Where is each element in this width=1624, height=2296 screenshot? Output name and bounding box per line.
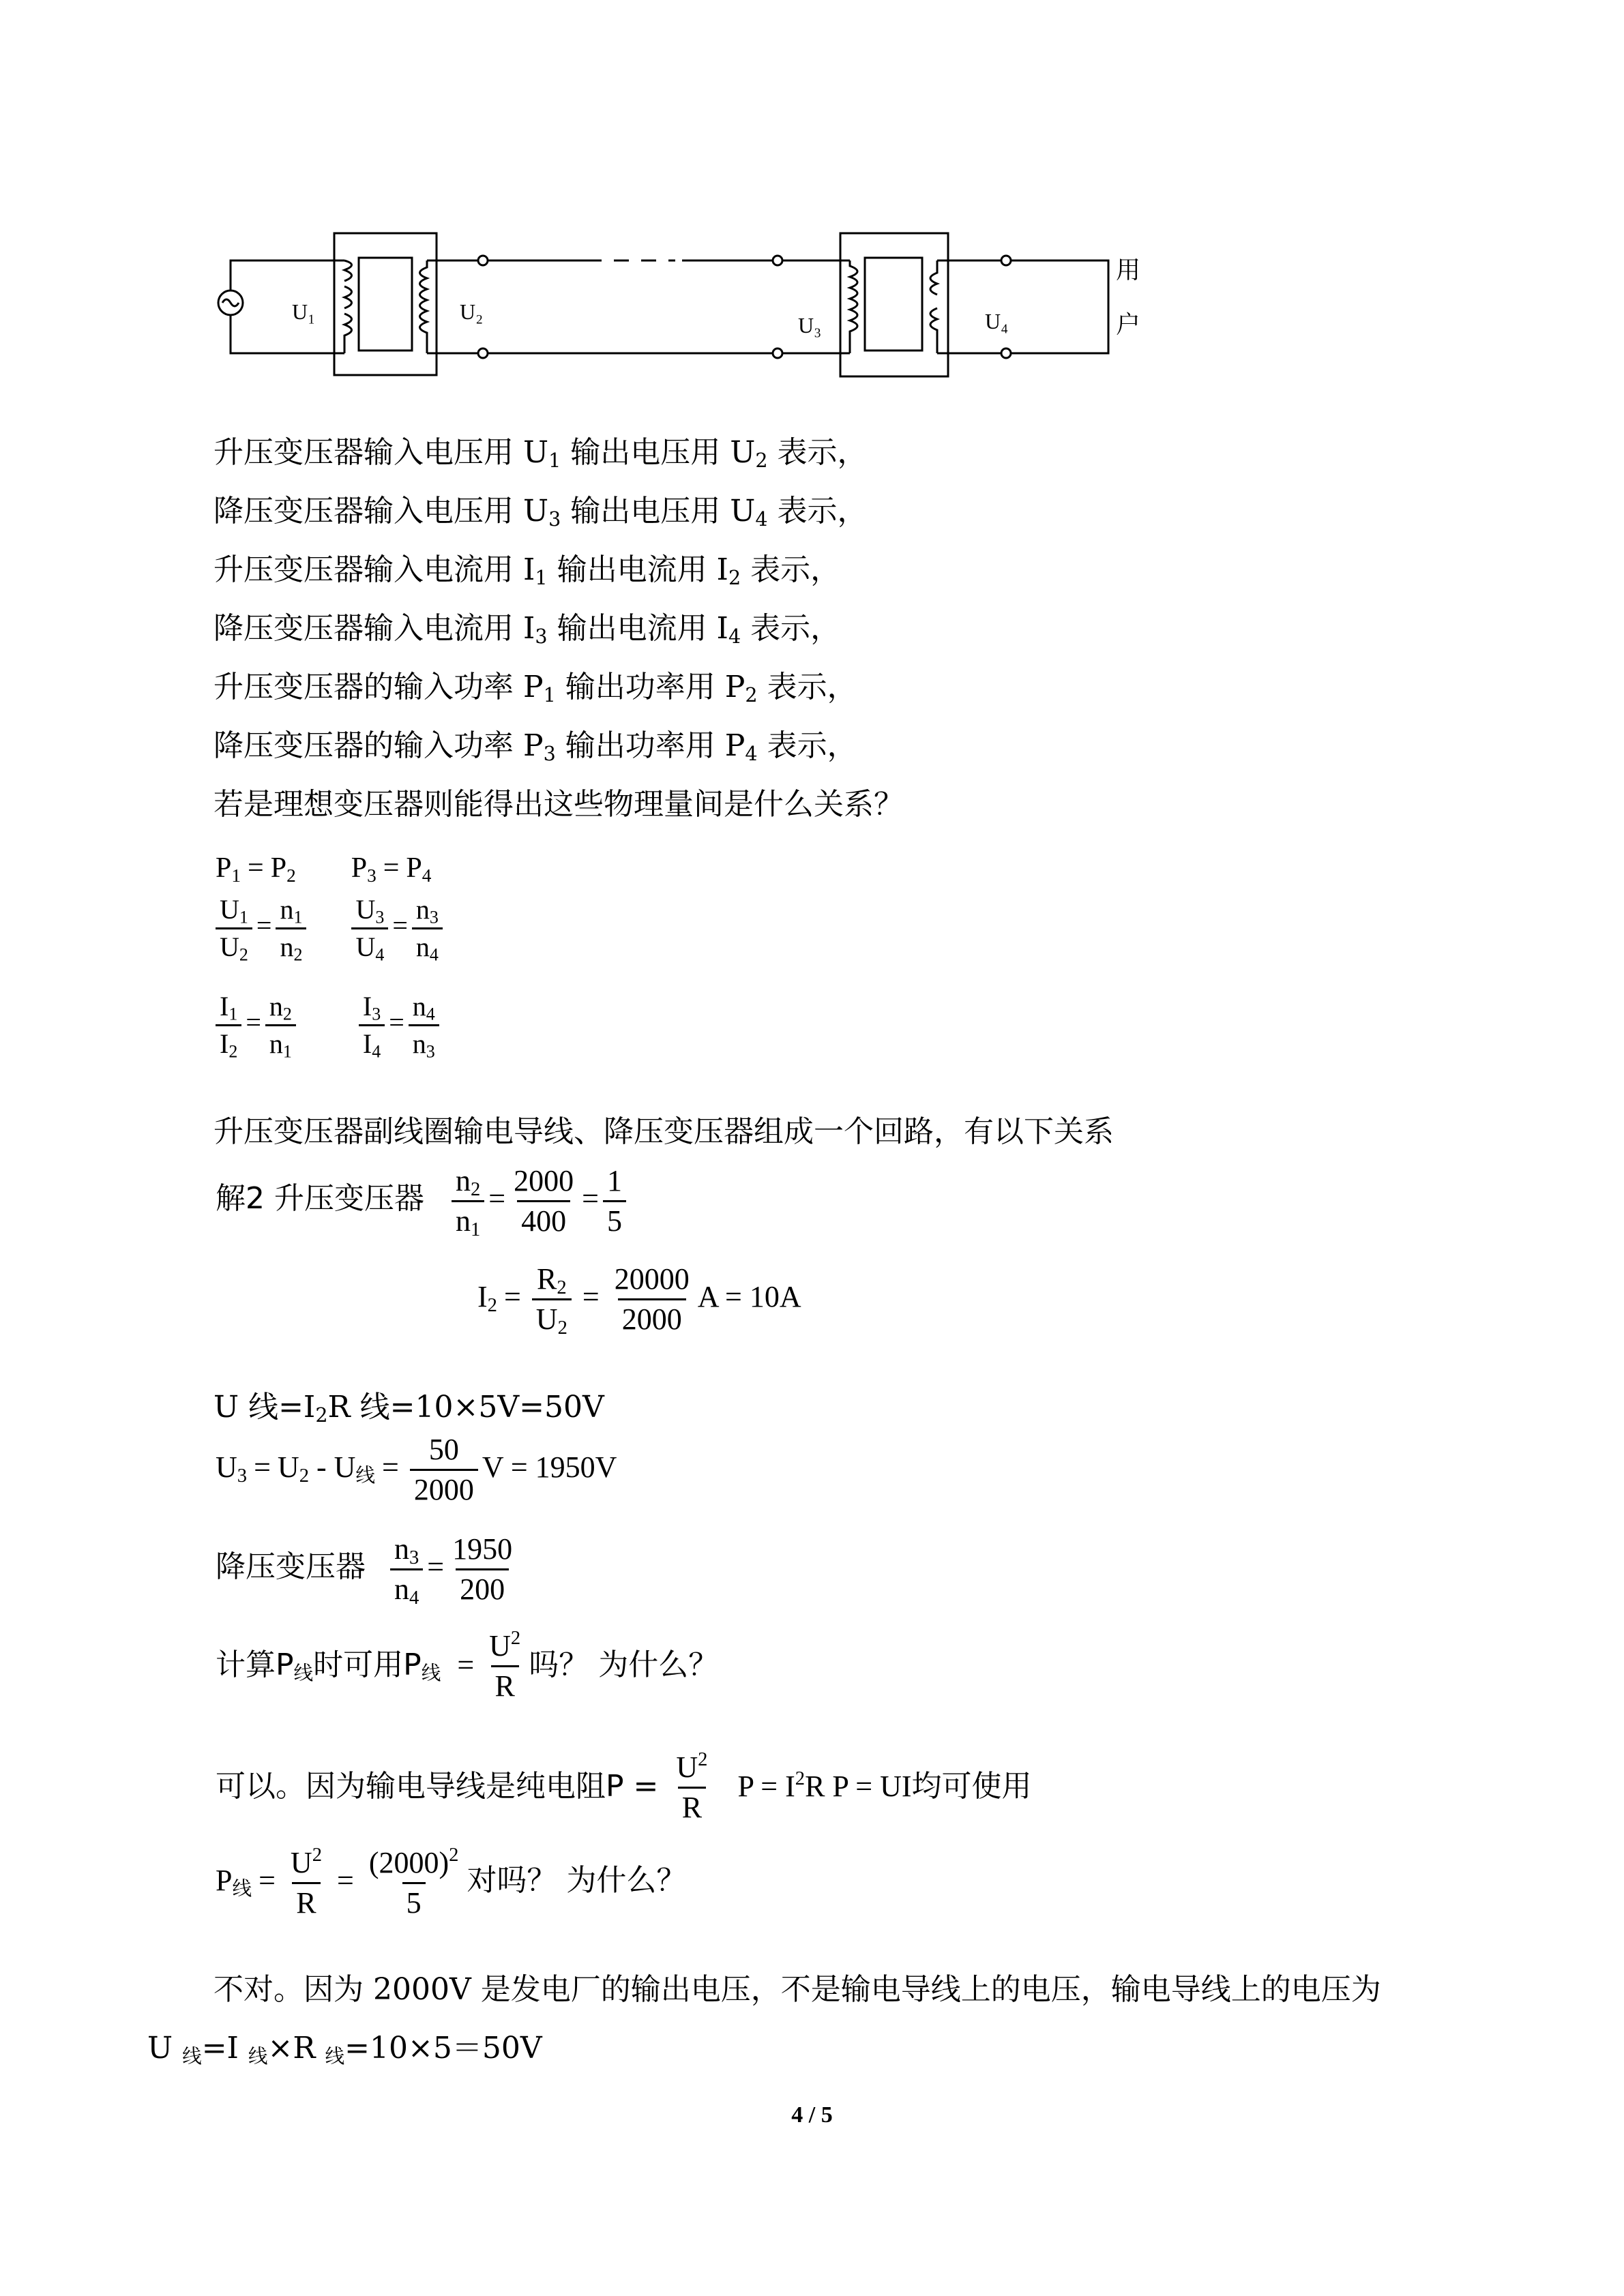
label-user-2: 户: [1116, 311, 1141, 339]
label-u3: U₃: [798, 313, 822, 338]
label-user-1: 用: [1116, 256, 1141, 284]
solution-step-up: 解2 升压变压器 $\frac{n_2}{n_1}$ = $\frac{2000}{400}$ = $\frac{1}{5}$: [216, 1165, 630, 1238]
final-answer-line-2: U $_线$=I $_线$×R $_线$=10×5＝50V: [147, 2031, 542, 2068]
text-line-5: 升压变压器的输入功率 $P_1$ 输出功率用 $P_2$ 表示，: [213, 670, 857, 707]
question-line: 若是理想变压器则能得出这些物理量间是什么关系？: [213, 787, 904, 822]
label-u2: U₂: [460, 299, 484, 324]
current-i2: $I_2$ = $\frac{R_2}{U_2}$ = $\frac{20000}{2000}$ A = 10A: [477, 1262, 801, 1339]
ac-source-icon: [218, 290, 243, 315]
text-line-6: 降压变压器的输入功率 $P_3$ 输出功率用 $P_4$ 表示，: [213, 728, 857, 766]
final-answer-line-1: 不对。因为 2000V 是发电厂的输出电压，不是输电导线上的电压，输电导线上的电压为: [213, 1972, 1381, 2007]
page-number: 4 / 5: [791, 2102, 833, 2128]
calc-question: 计算$P_线$时可用$P_线$ = $\frac{U^2}{R}$ 吗？ 为什么？: [216, 1627, 719, 1703]
text-line-1: 升压变压器输入电压用 $U_1$ 输出电压用 $U_2$ 表示，: [213, 435, 868, 473]
text-line-2: 降压变压器输入电压用 $U_3$ 输出电压用 $U_4$ 表示，: [213, 494, 868, 531]
power-equality: $P_1 = P_2$ $P_3 = P_4$: [216, 852, 432, 886]
line-voltage: U 线$=I_2R$ 线=10×5V=50V: [213, 1390, 604, 1427]
loop-relation-line: 升压变压器副线圈输电导线、降压变压器组成一个回路，有以下关系: [213, 1114, 1114, 1149]
label-u1: U₁: [292, 299, 316, 324]
voltage-ratio: $\frac{U_1}{U_2}$ = $\frac{n_1}{n_2}$ $\frac{U_3}{U_4}$ = $\frac{n_3}{n_4}$: [211, 895, 447, 962]
u3-equation: $U_3 = U_2 - U_线$ = $\frac{50}{2000}$ V = 1950V: [216, 1433, 617, 1507]
current-ratio: $\frac{I_1}{I_2}$ = $\frac{n_2}{n_1}$ $\frac{I_3}{I_4}$ = $\frac{n_4}{n_3}$: [211, 992, 443, 1059]
transmission-circuit-diagram: [205, 225, 1160, 396]
pline-question: $P_线$ = $\frac{U^2}{R}$ = $\frac{(2000)^2}{5}$ 对吗？ 为什么？: [216, 1844, 687, 1920]
text-line-4: 降压变压器输入电流用 $I_3$ 输出电流用 $I_4$ 表示，: [213, 611, 841, 648]
answer-yes: 可以。因为输电导线是纯电阻P = $\frac{U^2}{R}$ $P = I^2R$ P = UI均可使用: [216, 1748, 1032, 1825]
text-line-3: 升压变压器输入电流用 $I_1$ 输出电流用 $I_2$ 表示，: [213, 552, 841, 590]
label-u4: U₄: [985, 309, 1009, 333]
step-down-ratio: 降压变压器 $\frac{n_3}{n_4}$ = $\frac{1950}{200}$: [216, 1532, 513, 1609]
